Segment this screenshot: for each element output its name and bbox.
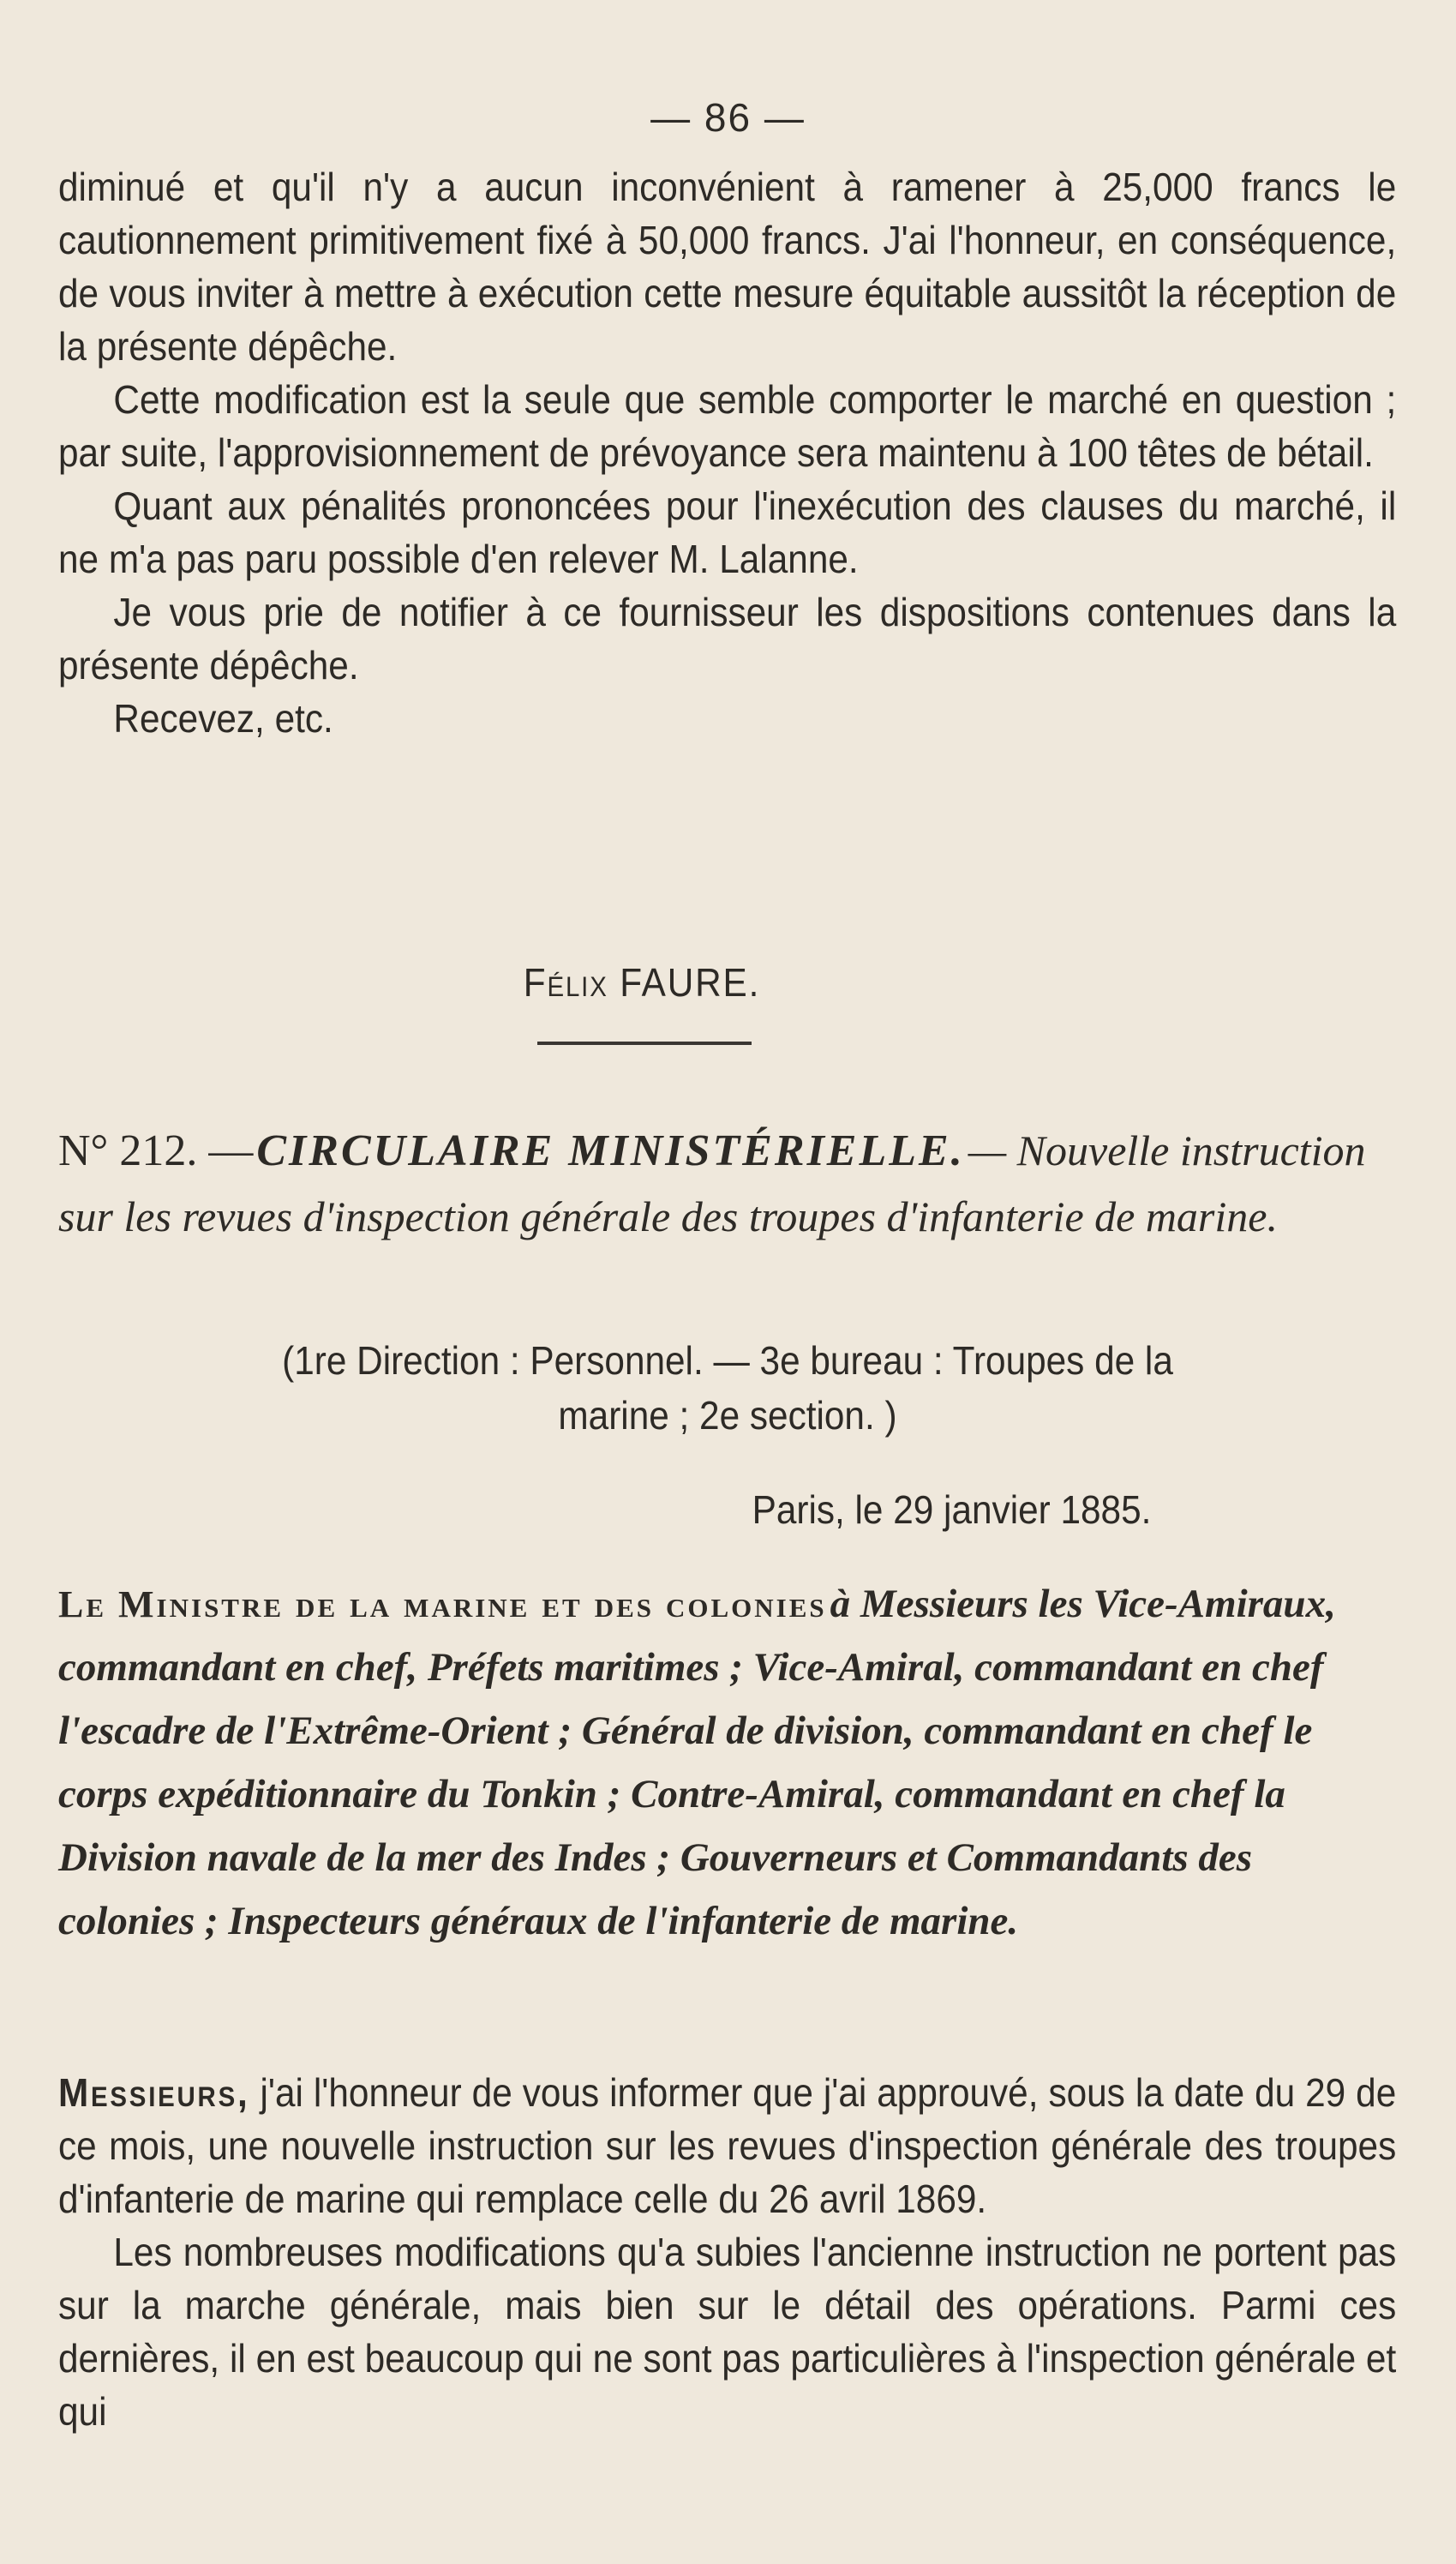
text-block-top xyxy=(58,160,1397,745)
addressee-recipients: à Messieurs les Vice-Amiraux, commandant en chef, Préfets maritimes ; Vice-Amiral, commandant en chef l'escadre de l'Extrême-Orient ; Général de division, commandant en chef le corps expéditionnaire du Tonkin ; Contre-Amiral, commandant en chef la Division navale de la mer des Indes ; Gouverneurs et Commandants des colonies ; Inspecteurs généraux de l'infanterie de marine. xyxy=(58,1582,1336,1943)
page-number: — 86 — xyxy=(650,95,806,140)
circular-heading xyxy=(58,1123,1397,1255)
divider-rule xyxy=(537,1042,752,1045)
circular-number: N° 212. — xyxy=(58,1126,254,1175)
dateline-block xyxy=(58,1483,1397,1536)
signature: Félix FAURE. xyxy=(523,960,761,1005)
paragraph-5 xyxy=(58,2066,1396,2225)
closing: Recevez, etc. xyxy=(113,696,333,741)
paragraph-2: Cette modification est la seule que semble comporter le marché en question ; par suite, l'approvisionnement de prévoyance sera maintenu à 100 têtes de bétail. xyxy=(58,377,1397,475)
addressee-block xyxy=(58,1577,1397,1958)
direction-line-1: (1re Direction : Personnel. — 3e bureau : Troupes de la xyxy=(282,1338,1173,1383)
addressee-sender: Le Ministre de la marine et des colonies xyxy=(58,1583,827,1625)
dateline: Paris, le 29 janvier 1885. xyxy=(752,1487,1152,1532)
paragraph-4: Je vous prie de notifier à ce fournisseur les dispositions contenues dans la présente dépêche. xyxy=(58,590,1397,688)
paragraph-1: diminué et qu'il n'y a aucun inconvénient à ramener à 25,000 francs le cautionnement primitivement fixé à 50,000 francs. J'ai l'honneur, en conséquence, de vous inviter à mettre à exécution cette mesure équitable aussitôt la réception de la présente dépêche. xyxy=(58,165,1397,369)
paragraph-5-text: j'ai l'honneur de vous informer que j'ai approuvé, sous la date du 29 de ce mois, une nouvelle instruction sur les revues d'inspection générale des troupes d'infanterie de marine qui remplace celle du 26 avril 1869. xyxy=(58,2070,1397,2221)
circular-subtitle: — Nouvelle instruction sur les revues d'inspection générale des troupes d'infanterie de marine. xyxy=(58,1126,1366,1240)
paragraph-6: Les nombreuses modifications qu'a subies l'ancienne instruction ne portent pas sur la marche générale, mais bien sur le détail des opérations. Parmi ces dernières, il en est beaucoup qui ne sont pas particulières à l'inspection générale et qui xyxy=(58,2230,1397,2434)
salutation: Messieurs, xyxy=(58,2070,250,2115)
direction-line-2: marine ; 2e section. ) xyxy=(558,1393,897,1438)
signature-block xyxy=(58,956,1397,1009)
direction-block xyxy=(58,1333,1397,1443)
circular-title: CIRCULAIRE MINISTÉRIELLE. xyxy=(256,1126,965,1175)
text-block-bottom xyxy=(58,2066,1397,2438)
paragraph-3: Quant aux pénalités prononcées pour l'inexécution des clauses du marché, il ne m'a pas paru possible d'en relever M. Lalanne. xyxy=(58,483,1397,581)
